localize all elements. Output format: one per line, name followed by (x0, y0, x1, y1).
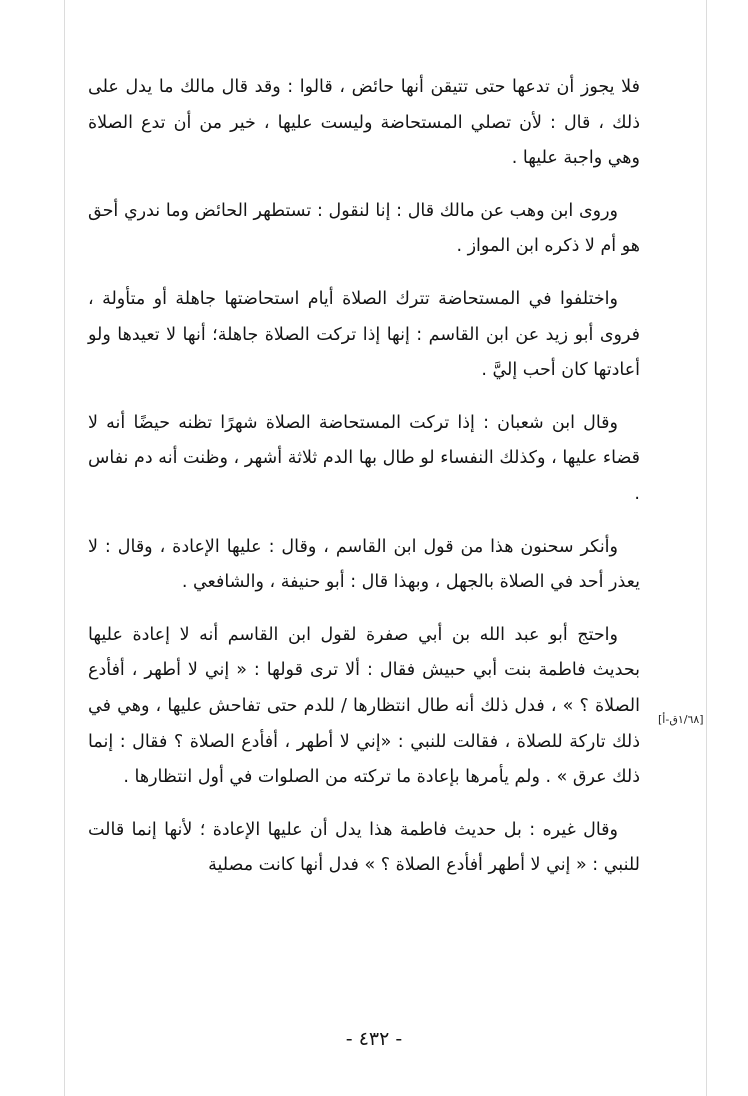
paragraph-7: وقال غيره : بل حديث فاطمة هذا يدل أن عليها الإعادة ؛ لأنها إنما قالت للنبي : « إني لا أطهر أفأدع الصلاة ؟ » فدل أنها كانت مصلية (88, 819, 640, 876)
paragraph-5: وأنكر سحنون هذا من قول ابن القاسم ، وقال : عليها الإعادة ، وقال : لا يعذر أحد في الصلاة بالجهل ، وبهذا قال : أبو حنيفة ، والشافعي . (88, 536, 640, 593)
paragraph-6: واحتج أبو عبد الله بن أبي صفرة لقول ابن القاسم أنه لا إعادة عليها بحديث فاطمة بنت أبي حبيش فقال : ألا ترى قولها : « إني لا أطهر ، أفأدع الصلاة ؟ » ، فدل ذلك أنه طال انتظارها / للدم حتى تفاحش عليها ، وهي في ذلك تاركة للصلاة ، فقالت للنبي : «إني لا أطهر ، أفأدع الصلاة ؟ فقال : إنما ذلك عرق » . ولم يأمرها بإعادة ما تركته من الصلوات في أول انتظارها . (88, 624, 640, 788)
page-number: - ٤٣٢ - (345, 1028, 403, 1050)
body-text (88, 70, 640, 901)
paragraph-4: وقال ابن شعبان : إذا تركت المستحاضة الصلاة شهرًا تظنه حيضًا أنه لا قضاء عليها ، وكذلك النفساء لو طال بها الدم ثلاثة أشهر ، وظنت أنه دم نفاس . (88, 412, 640, 504)
scan-line-right (706, 0, 707, 1096)
margin-reference: [١/٦٨ق-أ] (658, 713, 704, 726)
paragraph-1: فلا يجوز أن تدعها حتى تتيقن أنها حائض ، قالوا : وقد قال مالك ما يدل على ذلك ، قال : لأن تصلي المستحاضة وليست عليها ، خير من أن تدع الصلاة وهي واجبة عليها . (88, 77, 640, 169)
scan-line-left (64, 0, 65, 1096)
paragraph-2: وروى ابن وهب عن مالك قال : إنا لنقول : تستطهر الحائض وما ندري أحق هو أم لا ذكره ابن المواز . (88, 200, 640, 257)
paragraph-3: واختلفوا في المستحاضة تترك الصلاة أيام استحاضتها جاهلة أو متأولة ، فروى أبو زيد عن ابن القاسم : إنها إذا تركت الصلاة جاهلة؛ أنها لا تعيدها ولو أعادتها كان أحب إليَّ . (88, 288, 640, 381)
